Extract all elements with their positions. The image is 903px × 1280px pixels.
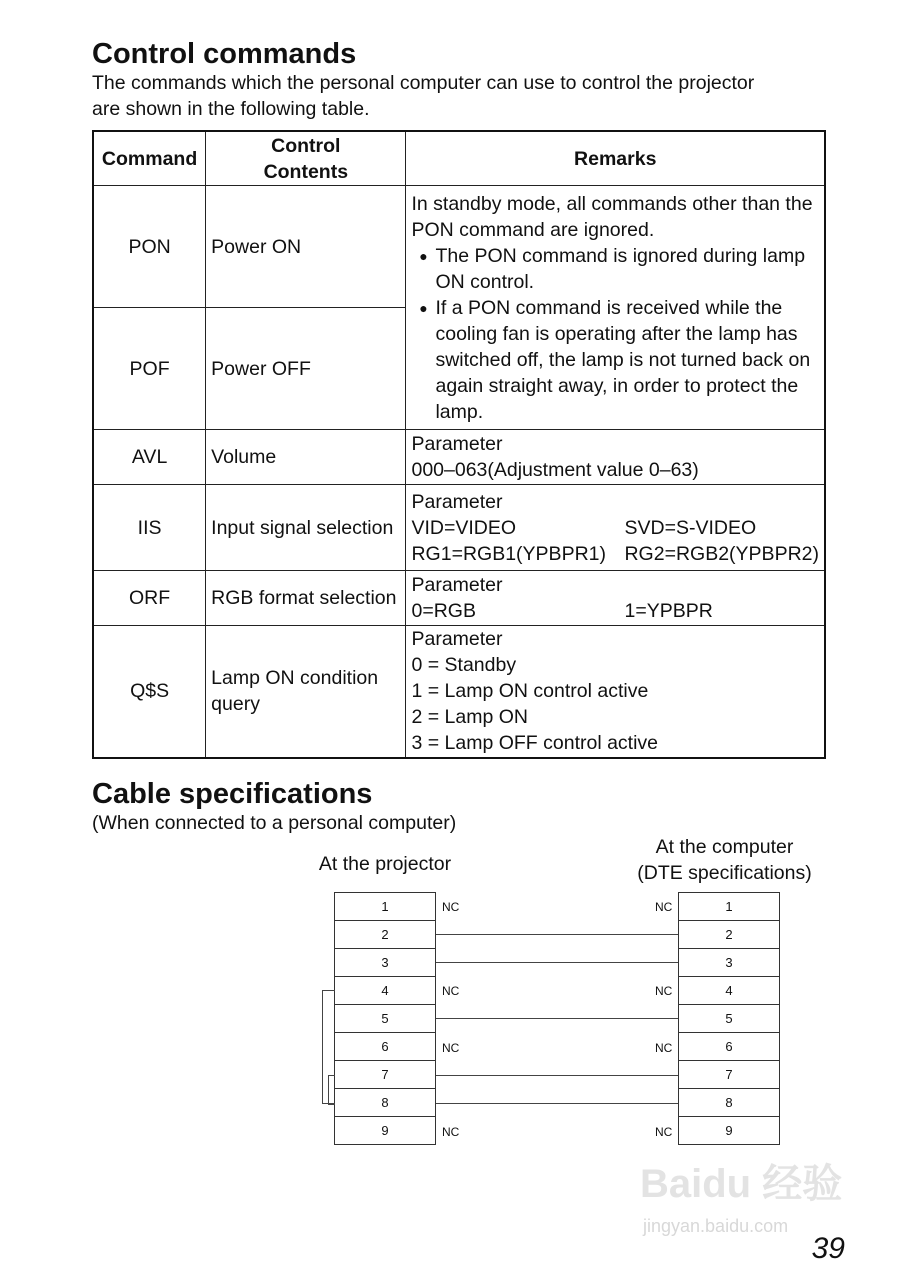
wire-pin-5 <box>436 1018 678 1019</box>
cmd-cell: ORF <box>93 571 206 626</box>
pin: 4 <box>335 977 435 1005</box>
content-cell: Power ON <box>206 186 406 308</box>
nc-label: NC <box>655 1125 673 1139</box>
pin: 5 <box>679 1005 779 1033</box>
control-commands-table <box>92 130 826 759</box>
remarks-cell <box>406 626 825 758</box>
header-command: Command <box>93 131 206 186</box>
remarks-line: RG1=RGB1(YPBPR1) RG2=RGB2(YPBPR2) <box>411 542 819 565</box>
intro-line-2: are shown in the following table. <box>92 98 370 120</box>
remarks-line: 1 = Lamp ON control active <box>411 680 649 703</box>
pin: 5 <box>335 1005 435 1033</box>
table-row <box>93 186 825 308</box>
bullet-text: If a PON command is received while the cooling fan is operating after the lamp has switched off, the lamp is not turned back on again straight away, in order to protect the lamp. <box>435 296 811 423</box>
table-row <box>93 626 825 758</box>
pin: 1 <box>679 893 779 921</box>
loopback-7-8 <box>328 1075 335 1105</box>
projector-pin-block <box>334 892 436 1145</box>
nc-label: NC <box>655 900 673 914</box>
content-cell: Input signal selection <box>206 485 406 571</box>
nc-label: NC <box>655 984 673 998</box>
remarks-bullet <box>411 295 819 425</box>
cmd-cell: IIS <box>93 485 206 571</box>
pin: 3 <box>679 949 779 977</box>
pin: 4 <box>679 977 779 1005</box>
bullet-text: The PON command is ignored during lamp ON control. <box>435 244 806 293</box>
remarks-line: 2 = Lamp ON <box>411 706 528 729</box>
pin: 1 <box>335 893 435 921</box>
table-header-row <box>93 131 825 186</box>
nc-label: NC <box>442 1041 460 1055</box>
content-cell: Power OFF <box>206 308 406 430</box>
nc-label: NC <box>655 1041 673 1055</box>
content-cell: Volume <box>206 430 406 485</box>
header-remarks: Remarks <box>406 131 825 186</box>
pin: 6 <box>679 1033 779 1061</box>
header-control-contents: Control Contents <box>206 131 406 186</box>
pin: 9 <box>725 1123 733 1138</box>
pin: 9 <box>381 1123 389 1138</box>
nc-label: NC <box>442 1125 460 1139</box>
watermark-logo: Baidu 经验 <box>640 1162 843 1206</box>
table-row <box>93 571 825 626</box>
cmd-cell: PON <box>93 186 206 308</box>
pin: 3 <box>335 949 435 977</box>
pin: 8 <box>679 1089 779 1117</box>
cmd-cell: POF <box>93 308 206 430</box>
section-title-control-commands: Control commands <box>92 38 357 70</box>
remarks-cell <box>406 186 825 430</box>
remarks-line: 000–063(Adjustment value 0–63) <box>411 459 699 481</box>
bullet-icon: ● <box>419 299 428 316</box>
remarks-cell <box>406 485 825 571</box>
pin: 7 <box>335 1061 435 1089</box>
nc-label: NC <box>442 984 460 998</box>
watermark-url: jingyan.baidu.com <box>643 1216 789 1236</box>
pin: 2 <box>335 921 435 949</box>
wire-pin-7 <box>436 1075 678 1076</box>
cmd-cell: Q$S <box>93 626 206 758</box>
remarks-cell <box>406 430 825 485</box>
remarks-intro: In standby mode, all commands other than the PON command are ignored. <box>411 192 813 241</box>
page-number: 39 <box>811 1232 845 1265</box>
remarks-line: 0 = Standby <box>411 654 517 677</box>
remarks-line: Parameter <box>411 433 503 455</box>
wire-pin-2 <box>436 934 678 935</box>
computer-pin-block <box>678 892 780 1145</box>
table-row <box>93 430 825 485</box>
remarks-line: VID=VIDEO SVD=S-VIDEO <box>411 516 757 539</box>
cmd-cell: AVL <box>93 430 206 485</box>
remarks-line: 0=RGB 1=YPBPR <box>411 600 713 622</box>
computer-label-2: (DTE specifications) <box>637 862 812 884</box>
section-title-cable-specifications: Cable specifications <box>92 778 373 810</box>
wire-pin-3 <box>436 962 678 963</box>
computer-label-1: At the computer <box>655 836 794 858</box>
table-row <box>93 485 825 571</box>
pin: 8 <box>335 1089 435 1117</box>
projector-label: At the projector <box>318 853 452 875</box>
bullet-icon: ● <box>419 247 428 264</box>
content-cell: Lamp ON condition query <box>206 626 406 758</box>
remarks-line: Parameter <box>411 574 503 596</box>
remarks-line: 3 = Lamp OFF control active <box>411 732 659 755</box>
remarks-line: Parameter <box>411 490 503 513</box>
pin: 7 <box>679 1061 779 1089</box>
nc-label: NC <box>442 900 460 914</box>
content-cell: RGB format selection <box>206 571 406 626</box>
remarks-bullet <box>411 243 819 295</box>
intro-line-1: The commands which the personal computer can use to control the projector <box>92 72 755 94</box>
pin: 2 <box>679 921 779 949</box>
cable-subtitle: (When connected to a personal computer) <box>92 812 457 834</box>
remarks-cell <box>406 571 825 626</box>
pin: 6 <box>335 1033 435 1061</box>
remarks-line: Parameter <box>411 628 503 651</box>
wire-pin-8 <box>436 1103 678 1104</box>
